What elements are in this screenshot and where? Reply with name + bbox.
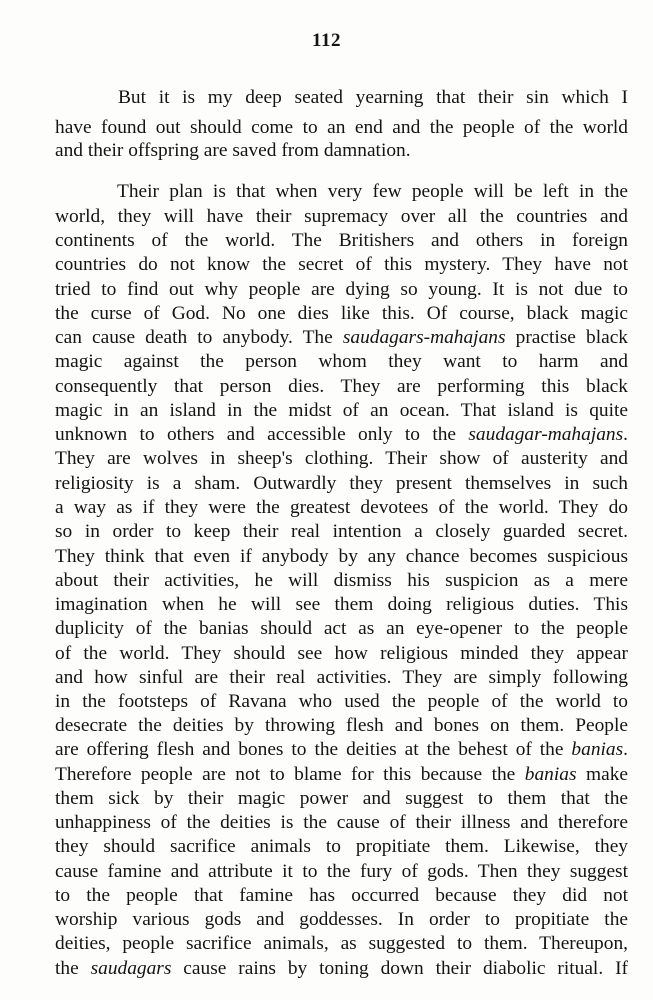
text-line: have found out should come to an end and the people of the world (55, 117, 628, 138)
text-line: They are wolves in sheep's clothing. Their show of austerity and (55, 448, 628, 469)
text-line: the saudagars cause rains by toning down their diabolic ritual. If (55, 958, 628, 979)
text-line: they should sacrifice animals to propitiate them. Likewise, they (55, 836, 628, 857)
italic-term: saudagar-mahajans (468, 424, 624, 445)
text-line: Therefore people are not to blame for this because the banias make (55, 764, 628, 785)
text-line: them sick by their magic power and suggest to them that the (55, 788, 628, 809)
text-line: worship various gods and goddesses. In order to propitiate the (55, 909, 628, 930)
text-line: They think that even if anybody by any chance becomes suspicious (55, 546, 628, 567)
text-line: countries do not know the secret of this mystery. They have not (55, 254, 628, 275)
text-line: so in order to keep their real intention a closely guarded secret. (55, 521, 628, 542)
italic-term: saudagars-mahajans (342, 327, 506, 348)
text-line: deities, people sacrifice animals, as suggested to them. Thereupon, (55, 933, 628, 954)
text-line: in the footsteps of Ravana who used the people of the world to (55, 691, 628, 712)
text-line: But it is my deep seated yearning that their sin which I (118, 87, 628, 108)
italic-term: banias (524, 764, 577, 785)
text-line: consequently that person dies. They are performing this black (55, 376, 628, 397)
text-line: Their plan is that when very few people will be left in the (117, 181, 628, 202)
text-line: to the people that famine has occurred because they did not (55, 885, 628, 906)
text-line: world, they will have their supremacy over all the countries and (55, 206, 628, 227)
text-line: a way as if they were the greatest devotees of the world. They do (55, 497, 628, 518)
text-line: magic in an island in the midst of an ocean. That island is quite (55, 400, 628, 421)
text-line: duplicity of the banias should act as an eye-opener to the people (55, 618, 628, 639)
text-line: tried to find out why people are dying so young. It is not due to (55, 279, 628, 300)
text-line: about their activities, he will dismiss his suspicion as a mere (55, 570, 628, 591)
italic-term: saudagars (90, 958, 172, 979)
text-line: unknown to others and accessible only to the saudagar-mahajans. (55, 424, 628, 445)
text-line: desecrate the deities by throwing flesh and bones on them. People (55, 715, 628, 736)
text-line: and how sinful are their real activities. They are simply following (55, 667, 628, 688)
text-line: imagination when he will see them doing religious duties. This (55, 594, 628, 615)
text-line: magic against the person whom they want to harm and (55, 351, 628, 372)
text-line: cause famine and attribute it to the fury of gods. Then they suggest (55, 861, 628, 882)
text-line: religiosity is a sham. Outwardly they present themselves in such (55, 473, 628, 494)
page-number: 112 (312, 30, 341, 51)
text-line: and their offspring are saved from damnation. (55, 140, 411, 161)
text-line: the curse of God. No one dies like this. Of course, black magic (55, 303, 628, 324)
text-line: are offering flesh and bones to the deities at the behest of the banias. (55, 739, 628, 760)
text-line: can cause death to anybody. The saudagars-mahajans practise black (55, 327, 629, 348)
text-line: unhappiness of the deities is the cause of their illness and therefore (55, 812, 628, 833)
text-line: continents of the world. The Britishers and others in foreign (55, 230, 628, 251)
text-line: of the world. They should see how religious minded they appear (55, 643, 628, 664)
italic-term: banias (571, 739, 624, 760)
